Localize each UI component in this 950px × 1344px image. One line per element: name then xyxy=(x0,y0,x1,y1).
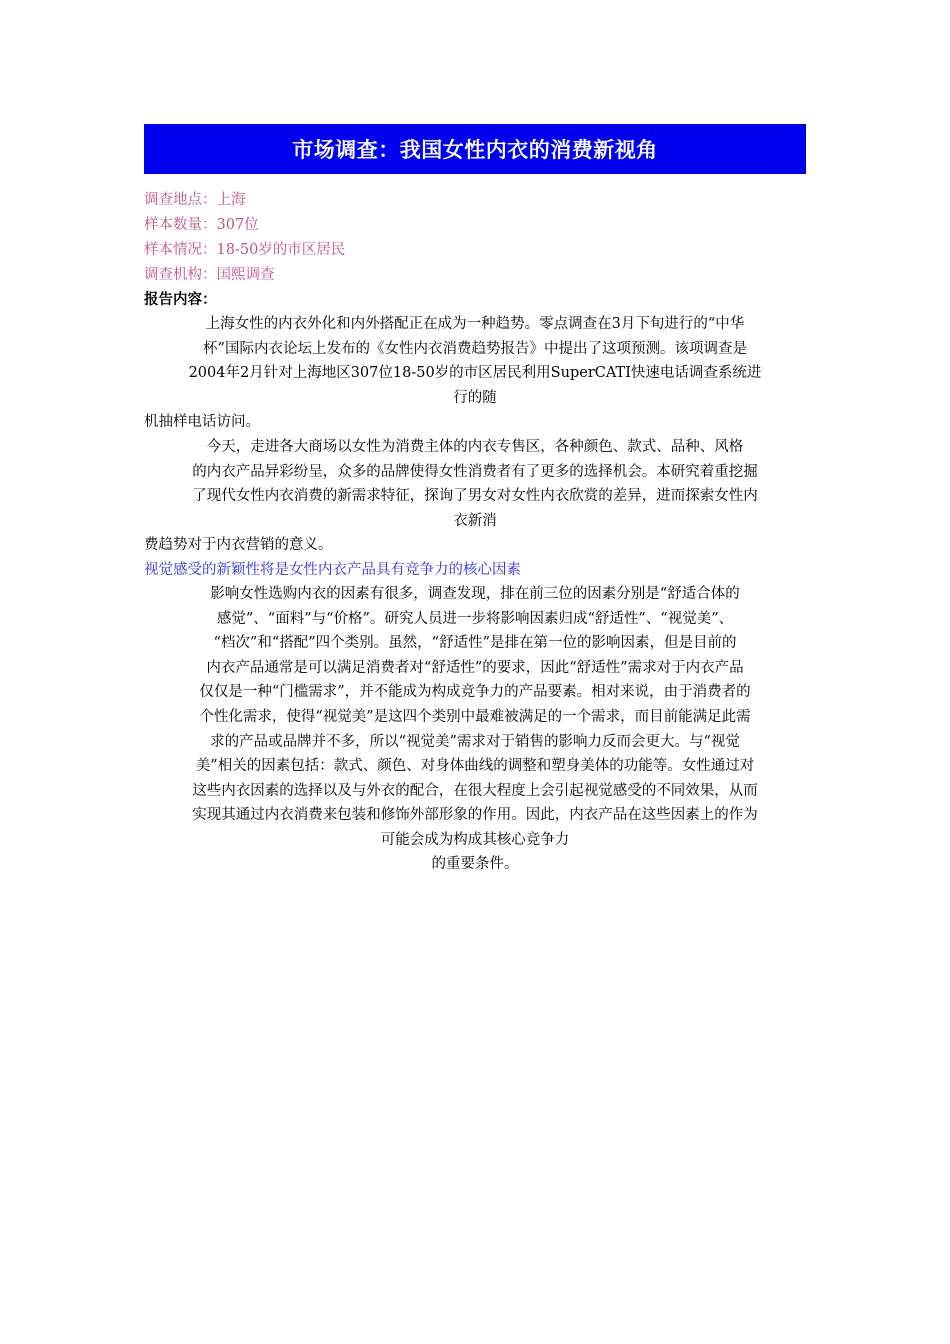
text-line: 的内衣产品异彩纷呈，众多的品牌使得女性消费者有了更多的选择机会。本研究着重挖掘 xyxy=(192,463,758,480)
text-line: 的重要条件。 xyxy=(431,856,519,873)
text-line: 可能会成为构成其核心竞争力 xyxy=(380,831,570,848)
text-line: 内衣产品通常是可以满足消费者对“舒适性”的要求，因此“舒适性”需求对于内衣产品 xyxy=(206,659,744,676)
document-page xyxy=(144,124,806,877)
text-line: 费趋势对于内衣营销的意义。 xyxy=(144,537,333,554)
text-line: 衣新消 xyxy=(453,512,497,529)
report-label: 报告内容： xyxy=(144,292,217,308)
paragraph-1 xyxy=(144,312,806,435)
text-line: 求的产品或品牌并不多，所以“视觉美”需求对于销售的影响力反而会更大。与“视觉 xyxy=(210,733,740,750)
text-line: 上海女性的内衣外化和内外搭配正在成为一种趋势。零点调查在3月下旬进行的“中华 xyxy=(205,316,745,332)
text-line: 个性化需求，使得“视觉美”是这四个类别中最难被满足的一个需求，而目前能满足此需 xyxy=(199,708,751,725)
text-line: 美”相关的因素包括：款式、颜色、对身体曲线的调整和塑身美体的功能等。女性通过对 xyxy=(195,758,755,775)
title-banner xyxy=(144,124,806,174)
text-line: 了现代女性内衣消费的新需求特征，探询了男女对女性内衣欣赏的差异，进而探索女性内 xyxy=(192,488,758,505)
meta-sample-size: 样本数量：307位 xyxy=(144,217,259,233)
text-line: 感觉”、“面料”与“价格”。研究人员进一步将影响因素归成“舒适性”、“视觉美”、 xyxy=(216,610,734,627)
text-line: 实现其通过内衣消费来包装和修饰外部形象的作用。因此，内衣产品在这些因素上的作为 xyxy=(192,807,758,824)
text-line: “档次”和“搭配”四个类别。虽然，“舒适性”是排在第一位的影响因素，但是目前的 xyxy=(213,635,737,652)
text-line: 杯”国际内衣论坛上发布的《女性内衣消费趋势报告》中提出了这项预测。该项调查是 xyxy=(203,340,747,357)
page-title: 市场调查：我国女性内衣的消费新视角 xyxy=(292,138,658,162)
text-line: 2004年2月针对上海地区307位18-50岁的市区居民利用SuperCATI快速电话调查系统进 xyxy=(188,365,762,382)
text-line: 机抽样电话访问。 xyxy=(144,414,260,431)
text-line: 行的随 xyxy=(453,389,497,406)
section-subheading: 视觉感受的新颖性将是女性内衣产品具有竞争力的核心因素 xyxy=(144,561,521,578)
text-line: 今天，走进各大商场以女性为消费主体的内衣专售区，各种颜色、款式、品种、风格 xyxy=(206,438,744,455)
meta-sample-profile: 样本情况：18-50岁的市区居民 xyxy=(144,242,346,258)
paragraph-2 xyxy=(144,435,806,558)
meta-agency: 调查机构：国熙调查 xyxy=(144,267,275,283)
text-line: 影响女性选购内衣的因素有很多，调查发现，排在前三位的因素分别是“舒适合体的 xyxy=(210,585,740,602)
text-line: 这些内衣因素的选择以及与外衣的配合，在很大程度上会引起视觉感受的不同效果，从而 xyxy=(192,782,758,799)
text-line: 仅仅是一种“门槛需求”，并不能成为构成竞争力的产品要素。相对来说，由于消费者的 xyxy=(199,684,751,701)
meta-location: 调查地点：上海 xyxy=(144,192,246,208)
survey-meta xyxy=(144,188,806,288)
paragraph-3 xyxy=(144,582,806,877)
